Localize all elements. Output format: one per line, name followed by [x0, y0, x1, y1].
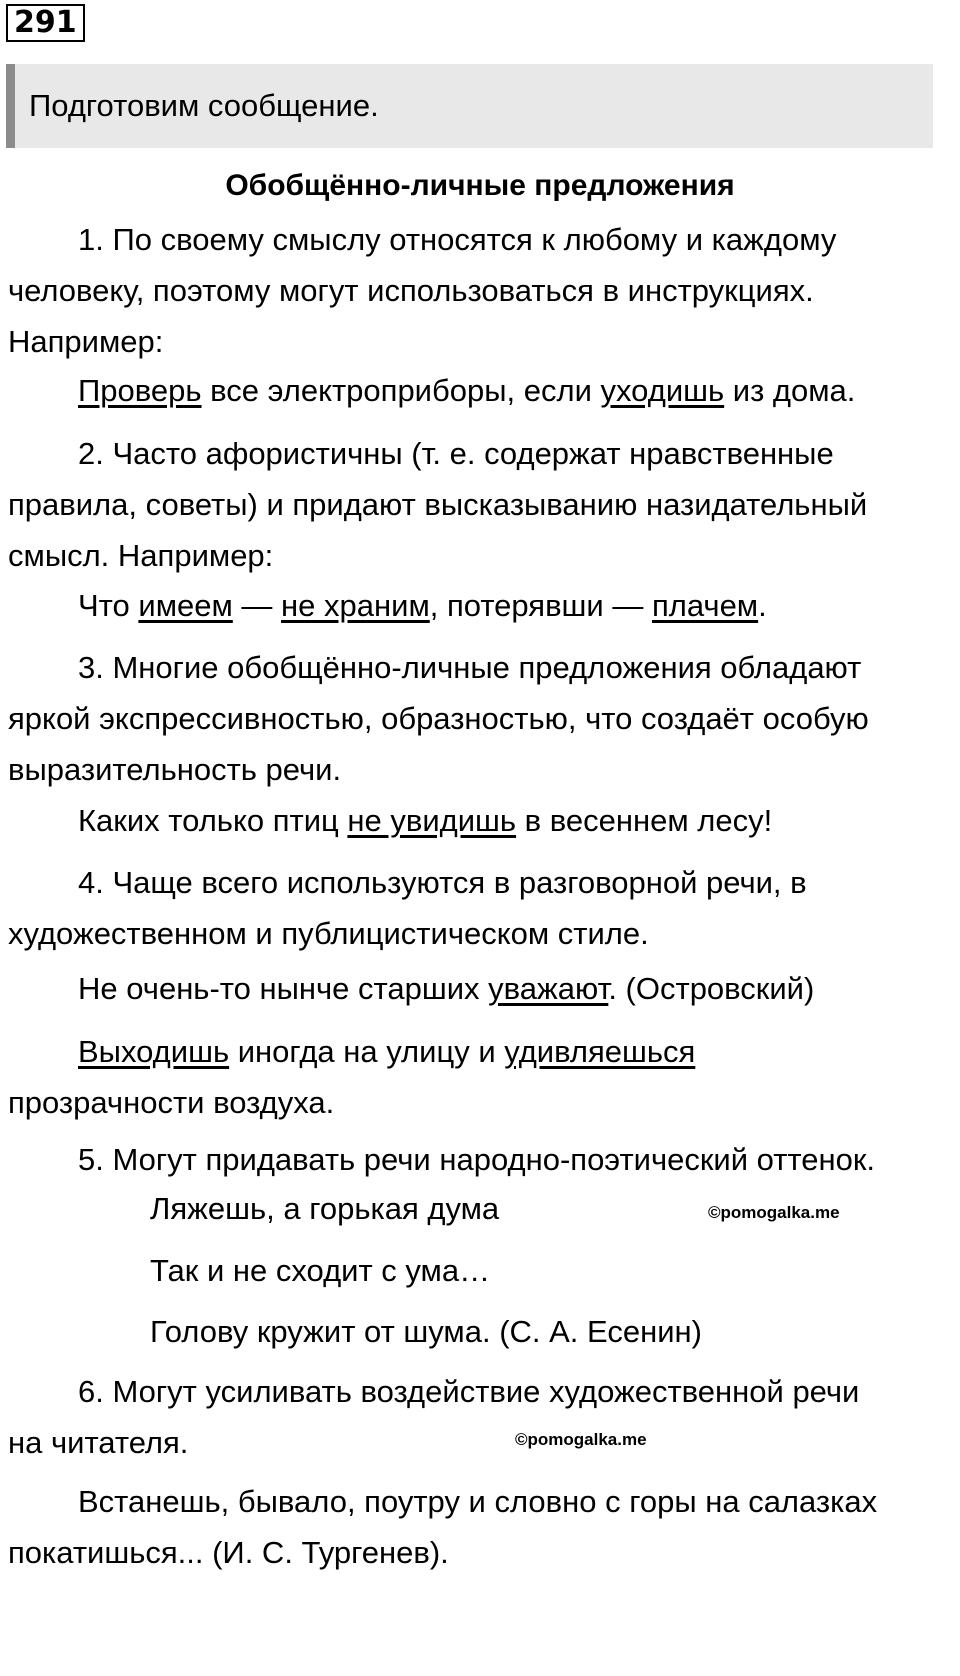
line: 6. Могут усиливать воздействие художественной речи: [78, 1374, 860, 1409]
task-instruction: [6, 64, 933, 148]
watermark: ©pomogalka.me: [708, 1203, 840, 1222]
text: Не очень-то нынче старших: [78, 971, 489, 1006]
line: 4. Чаще всего используются в разговорной речи, в: [78, 865, 807, 900]
text: из дома.: [724, 373, 856, 408]
poem-line: Так и не сходит с ума…: [150, 1253, 491, 1288]
line: смысл. Например:: [8, 538, 274, 573]
line: художественном и публицистическом стиле.: [8, 916, 649, 951]
line: человеку, поэтому могут использоваться в инструкциях.: [8, 273, 814, 308]
text: в весеннем лесу!: [516, 803, 773, 838]
text: Что: [78, 588, 139, 623]
line: 2. Часто афористичны (т. е. содержат нравственные: [78, 436, 834, 471]
example-3: [78, 801, 772, 841]
paragraph-3: [8, 642, 953, 795]
predicate: Выходишь: [78, 1034, 230, 1069]
example-4: [78, 969, 814, 1009]
predicate: уходишь: [600, 373, 725, 408]
line: Встанешь, бывало, поутру и словно с горы на салазках: [78, 1484, 878, 1519]
example-1: [78, 371, 855, 411]
paragraph-6: [8, 1366, 953, 1468]
poem-line: Ляжешь, а горькая дума: [150, 1191, 500, 1226]
line: яркой экспрессивностью, образностью, что создаёт особую: [8, 701, 869, 736]
paragraph-2: [8, 428, 953, 581]
predicate: уважают: [488, 971, 609, 1006]
section-title: Обобщённо-личные предложения: [225, 169, 735, 202]
predicate: не храним: [281, 588, 430, 623]
instruction-text: Подготовим сообщение.: [29, 88, 379, 123]
paragraph-4: [8, 857, 953, 959]
text: все электроприборы, если: [201, 373, 601, 408]
text: , потерявши —: [429, 588, 652, 623]
line: правила, советы) и придают высказыванию назидательный: [8, 487, 868, 522]
predicate: плачем: [651, 588, 759, 623]
predicate: Проверь: [78, 373, 202, 408]
example-6: [8, 1476, 953, 1578]
line: 3. Многие обобщённо-личные предложения обладают: [78, 650, 862, 685]
task-number: 291: [6, 4, 85, 42]
example-2: [78, 586, 767, 626]
line: покатишься... (И. С. Тургенев).: [8, 1535, 449, 1570]
paragraph-1: [8, 214, 953, 367]
predicate: имеем: [138, 588, 233, 623]
poem-line: Голову кружит от шума. (С. А. Есенин): [150, 1314, 702, 1349]
text: —: [232, 588, 282, 623]
watermark: ©pomogalka.me: [515, 1430, 647, 1449]
line: [8, 1026, 953, 1077]
predicate: не увидишь: [347, 803, 517, 838]
line: 1. По своему смыслу относятся к любому и каждому: [78, 222, 837, 257]
example-5: [8, 1026, 953, 1128]
line: выразительность речи.: [8, 752, 342, 787]
predicate: удивляешься: [504, 1034, 696, 1069]
text: .: [758, 588, 767, 623]
line: прозрачности воздуха.: [8, 1085, 335, 1120]
text: Каких только птиц: [78, 803, 348, 838]
text: иногда на улицу и: [229, 1034, 505, 1069]
text: . (Островский): [608, 971, 815, 1006]
paragraph-5: 5. Могут придавать речи народно-поэтический оттенок.: [78, 1142, 876, 1177]
line: Например:: [8, 324, 164, 359]
line: на читателя.: [8, 1425, 189, 1460]
